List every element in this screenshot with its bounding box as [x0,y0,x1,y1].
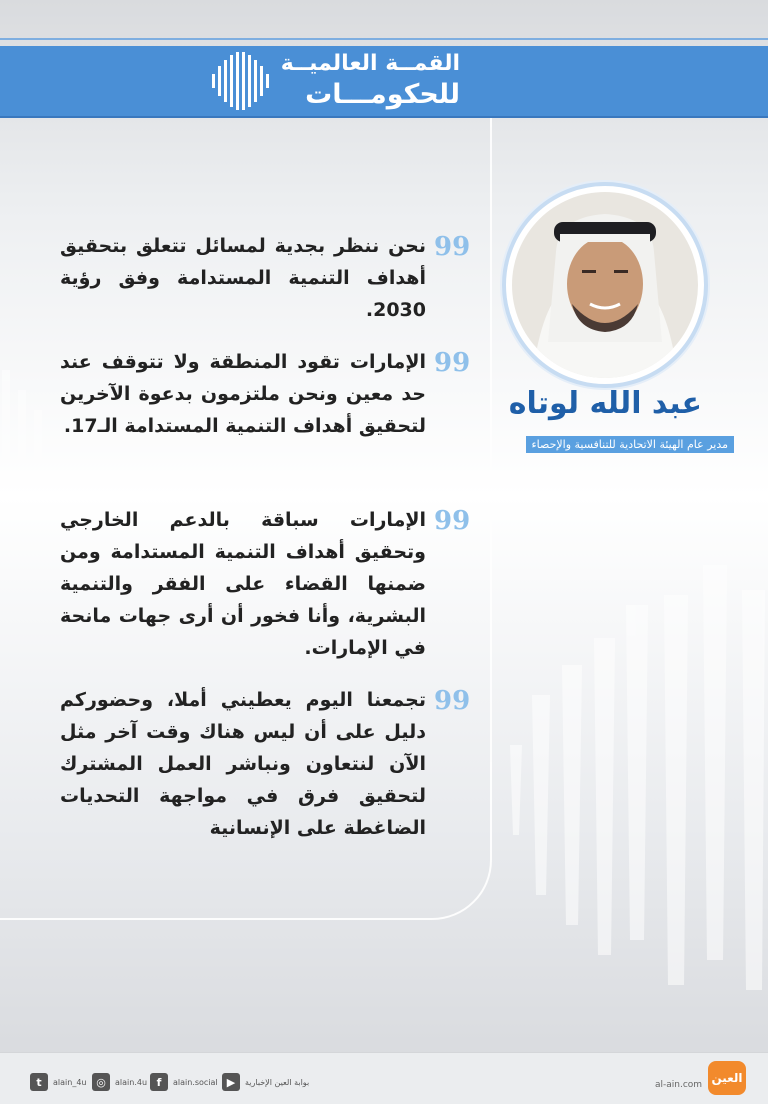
quote-2: الإمارات تقود المنطقة ولا تتوقف عند حد معين ونحن ملتزمون بدعوة الآخرين لتحقيق أهداف التنمية المستدامة الـ17. [60,351,426,437]
youtube-handle: بوابة العين الإخبارية [245,1077,310,1087]
brand-logo: العين [708,1061,746,1095]
site-url[interactable]: al-ain.com [655,1080,703,1090]
instagram-handle: alain.4u [115,1077,148,1087]
quote-mark-icon: 99 [434,506,471,536]
instagram-link[interactable] [92,1073,147,1091]
quote-mark-icon: 99 [434,686,471,716]
twitter-link[interactable] [30,1073,86,1091]
twitter-icon: t [30,1073,48,1091]
youtube-link[interactable] [222,1073,309,1091]
facebook-icon: f [150,1073,168,1091]
portrait-photo [512,192,698,378]
facebook-handle: alain.social [173,1077,218,1087]
person-role: مدير عام الهيئة الاتحادية للتنافسية والإحصاء [526,436,735,453]
twitter-handle: alain_4u [53,1077,87,1087]
quote-mark-icon: 99 [434,348,471,378]
quote-4: تجمعنا اليوم يعطيني أملا، وحضوركم دليل على أن ليس هناك وقت آخر مثل الآن لنتعاون ونباشر العمل المشترك لتحقيق فرق في مواجهة التحديات الضاغطة على الإنسانية [60,689,426,839]
summit-title-line2: للحكومـــات [305,79,460,110]
youtube-icon: ▶ [222,1073,240,1091]
quote-mark-icon: 99 [434,232,471,262]
quote-1: نحن ننظر بجدية لمسائل تتعلق بتحقيق أهداف التنمية المستدامة وفق رؤية 2030. [60,235,426,321]
summit-title-line1: القمــة العالميــة [280,51,460,76]
person-name: عبد الله لوتاه [508,386,702,421]
instagram-icon: ◎ [92,1073,110,1091]
facebook-link[interactable] [150,1073,218,1091]
quote-3: الإمارات سباقة بالدعم الخارجي وتحقيق أهداف التنمية المستدامة ومن ضمنها القضاء على الفقر والتنمية البشرية، وأنا فخور أن أرى جهات مانحة في الإمارات. [60,509,426,659]
